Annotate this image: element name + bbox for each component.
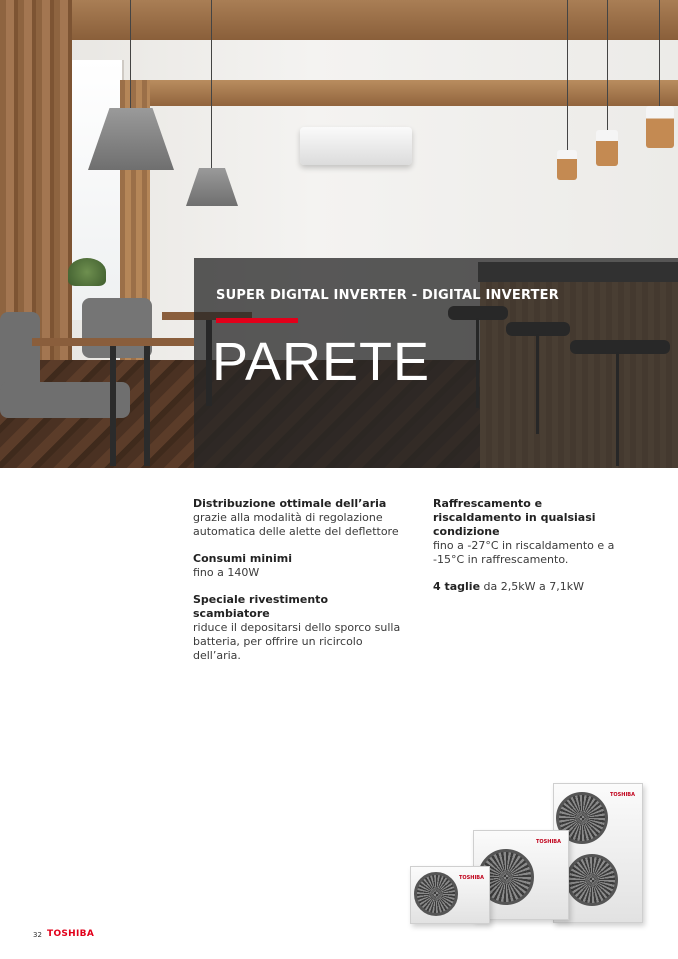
- page-number: 32: [33, 931, 42, 939]
- table-leg: [144, 346, 150, 466]
- lamp-cord: [567, 0, 568, 150]
- feature-text: fino a 140W: [193, 566, 260, 579]
- features-left-column: [193, 497, 403, 676]
- feature-consumption: [193, 552, 403, 580]
- feature-text: da 2,5kW a 7,1kW: [483, 580, 584, 593]
- plant: [68, 258, 106, 286]
- ceiling-beam: [0, 0, 678, 40]
- wall-beam: [120, 80, 678, 106]
- footer-logo: TOSHIBA: [47, 929, 95, 939]
- hero-title: PARETE: [212, 332, 431, 392]
- unit-brand-label: TOSHIBA: [610, 792, 635, 798]
- hero-image: [0, 0, 678, 468]
- feature-title: 4 taglie: [433, 580, 481, 593]
- fan-icon: [566, 854, 618, 906]
- feature-text: fino a -27°C in riscaldamento e a -15°C in raffrescamento.: [433, 539, 615, 566]
- wood-pendant-lamp: [596, 130, 618, 166]
- feature-title: Speciale rivestimento scambiatore: [193, 593, 329, 620]
- feature-title: Raffrescamento e riscaldamento in qualsiasi condizione: [433, 497, 596, 538]
- feature-title: Consumi minimi: [193, 552, 292, 565]
- feature-title: Distribuzione ottimale dell’aria: [193, 497, 387, 510]
- hero-subtitle: SUPER DIGITAL INVERTER - DIGITAL INVERTER: [216, 288, 559, 303]
- table: [32, 338, 194, 346]
- outdoor-unit-small: [410, 866, 490, 924]
- lamp-cord: [211, 0, 212, 170]
- wood-pendant-lamp: [557, 150, 577, 180]
- lamp-cord: [607, 0, 608, 130]
- fan-icon: [414, 872, 458, 916]
- feature-text: grazie alla modalità di regolazione automatica delle alette del deflettore: [193, 511, 399, 538]
- features-right-column: [433, 497, 633, 607]
- feature-any-condition: [433, 497, 633, 567]
- lamp-cord: [130, 0, 131, 110]
- feature-air-distribution: [193, 497, 403, 539]
- accent-rule: [216, 318, 298, 323]
- feature-text: riduce il depositarsi dello sporco sulla batteria, per offrire un ricircolo dell’aria.: [193, 621, 401, 662]
- lamp-cord: [659, 0, 660, 108]
- unit-brand-label: TOSHIBA: [459, 875, 484, 881]
- feature-coating: [193, 593, 403, 663]
- wood-pendant-lamp: [646, 106, 674, 148]
- feature-sizes: [433, 580, 633, 594]
- chair: [82, 298, 152, 358]
- wall-ac-unit: [300, 127, 412, 165]
- table-leg: [110, 346, 116, 466]
- unit-brand-label: TOSHIBA: [536, 839, 561, 845]
